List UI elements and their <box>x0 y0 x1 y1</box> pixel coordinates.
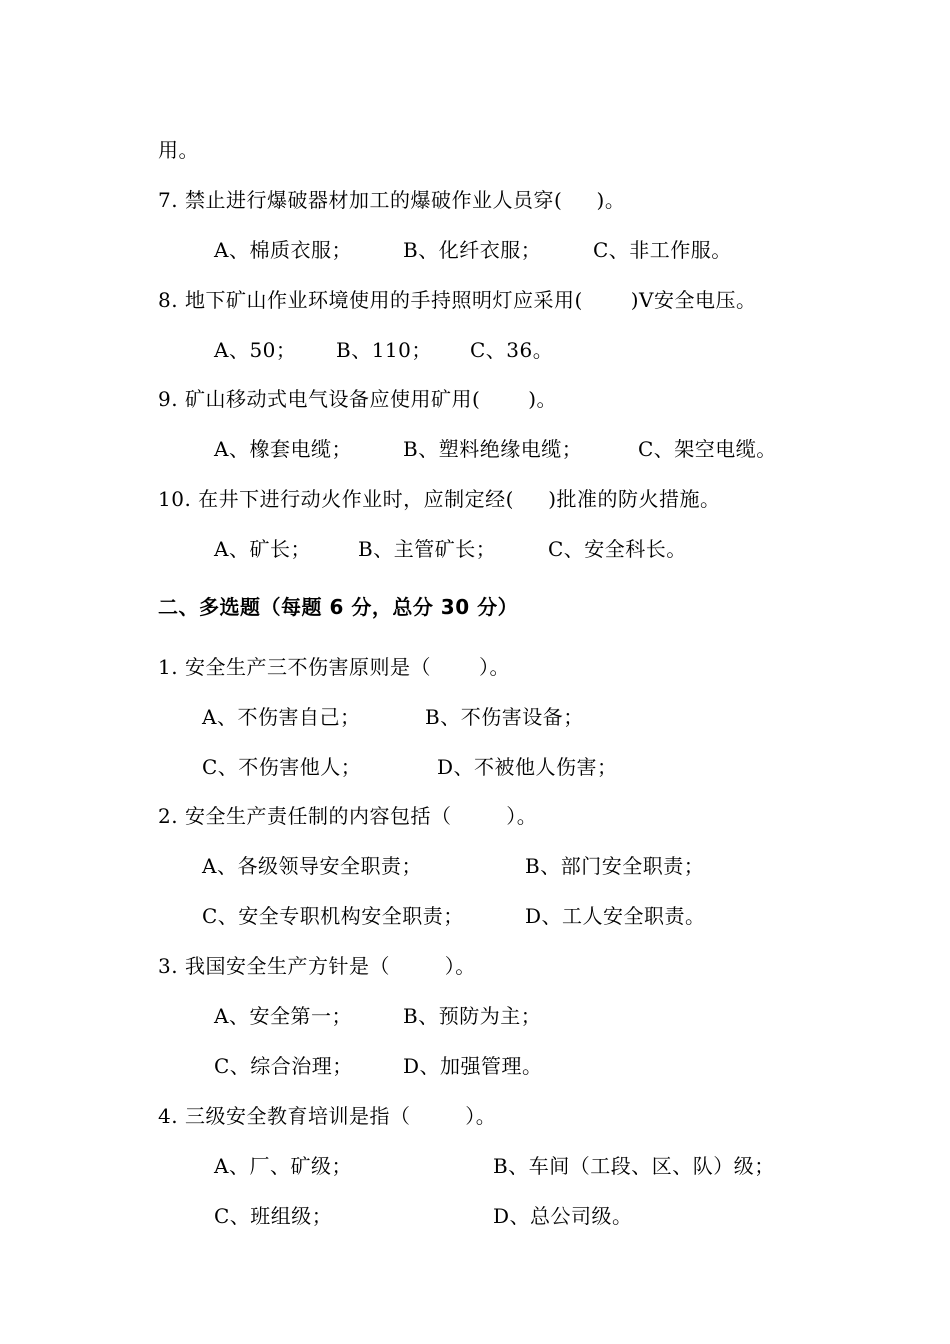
continuation-text: 用。 <box>158 138 199 162</box>
m4-option-d: D、总公司级。 <box>493 1204 633 1228</box>
m4-option-c: C、班组级； <box>214 1204 333 1228</box>
m4-option-b: B、车间（工段、区、队）级； <box>493 1154 775 1178</box>
m1-option-a: A、不伤害自己； <box>202 705 361 729</box>
m1-option-c: C、不伤害他人； <box>202 755 362 779</box>
q8-option-a: A、50； <box>214 338 297 362</box>
section-heading: 二、多选题（每题 6 分，总分 30 分） <box>158 595 519 619</box>
q9-option-a: A、橡套电缆； <box>214 437 352 461</box>
q7-option-c: C、非工作服。 <box>593 238 732 262</box>
q9-option-b: B、塑料绝缘电缆； <box>403 437 583 461</box>
q10-option-b: B、主管矿长； <box>358 537 497 561</box>
q8-option-b: B、110； <box>336 338 432 362</box>
q7-option-a: A、棉质衣服； <box>214 238 352 262</box>
q10-option-c: C、安全科长。 <box>548 537 687 561</box>
multi-question-1: 1. 安全生产三不伤害原则是（ ）。 <box>158 655 510 679</box>
q7-option-b: B、化纤衣服； <box>403 238 542 262</box>
m2-option-d: D、工人安全职责。 <box>525 904 706 928</box>
m1-option-b: B、不伤害设备； <box>425 705 584 729</box>
m3-option-a: A、安全第一； <box>214 1004 352 1028</box>
m3-option-c: C、综合治理； <box>214 1054 353 1078</box>
q8-option-c: C、36。 <box>470 338 554 362</box>
m2-option-c: C、安全专职机构安全职责； <box>202 904 464 928</box>
multi-question-3: 3. 我国安全生产方针是（ ）。 <box>158 954 476 978</box>
question-9: 9. 矿山移动式电气设备应使用矿用( )。 <box>158 387 558 411</box>
q10-option-a: A、矿长； <box>214 537 311 561</box>
multi-question-4: 4. 三级安全教育培训是指（ ）。 <box>158 1104 497 1128</box>
m1-option-d: D、不被他人伤害； <box>437 755 618 779</box>
question-10: 10. 在井下进行动火作业时，应制定经( )批准的防火措施。 <box>158 487 721 511</box>
m2-option-a: A、各级领导安全职责； <box>202 854 422 878</box>
question-8: 8. 地下矿山作业环境使用的手持照明灯应采用( )V安全电压。 <box>158 288 757 312</box>
m3-option-d: D、加强管理。 <box>403 1054 543 1078</box>
m4-option-a: A、厂、矿级； <box>214 1154 352 1178</box>
m2-option-b: B、部门安全职责； <box>525 854 705 878</box>
m3-option-b: B、预防为主； <box>403 1004 542 1028</box>
question-7: 7. 禁止进行爆破器材加工的爆破作业人员穿( )。 <box>158 188 626 212</box>
multi-question-2: 2. 安全生产责任制的内容包括（ ）。 <box>158 804 538 828</box>
q9-option-c: C、架空电缆。 <box>638 437 777 461</box>
